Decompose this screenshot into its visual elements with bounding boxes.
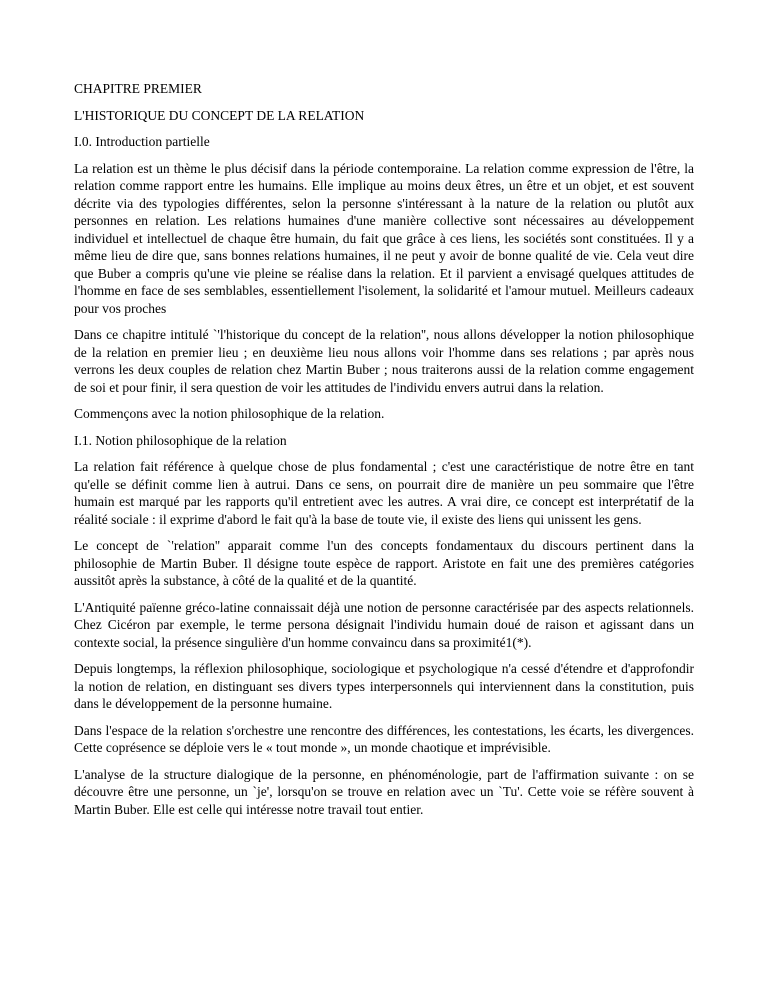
- section-heading-introduction: I.0. Introduction partielle: [74, 134, 210, 149]
- intro-paragraph: Dans ce chapitre intitulé `'l'historique du concept de la relation'', nous allons développer la notion philosophique de la relation en premier lieu ; en deuxième lieu nous allons voir l'homme dans ses relations ; par après nous verrons les deux couples de relation chez Martin Buber ; nous traiterons aussi de la relation comme engagement de soi et pour finir, il sera question de voir les attitudes de l'individu envers autrui dans la relation.: [74, 327, 694, 395]
- body-paragraph: L'analyse de la structure dialogique de la personne, en phénoménologie, part de l'affirmation suivante : on se découvre être une personne, un `je', lorsqu'on se trouve en relation avec un `Tu'. Cette voie se réfère souvent à Martin Buber. Elle est celle qui intéresse notre travail tout entier.: [74, 766, 694, 817]
- body-paragraph: Depuis longtemps, la réflexion philosophique, sociologique et psychologique n'a cessé d'étendre et d'approfondir la notion de relation, en distinguant ses divers types interpersonnels qui interviennent dans la constitution, puis dans le développement de la personne humaine.: [74, 661, 694, 711]
- body-paragraph: La relation fait référence à quelque chose de plus fondamental ; c'est une caractéristique de notre être en tant qu'elle se définit comme lien à autrui. Dans ce sens, on pourrait dire de manière un peu sommaire que l'être humain est marqué par les rapports qu'il entretient avec les autres. A vrai dire, ce concept est interprétatif de la réalité sociale : il exprime d'abord le fait qu'à la base de toute vie, il existe des liens qui unissent les gens.: [74, 459, 694, 527]
- document-page: [74, 80, 694, 827]
- section-heading-notion: I.1. Notion philosophique de la relation: [74, 432, 287, 448]
- intro-paragraph: Commençons avec la notion philosophique de la relation.: [74, 406, 385, 421]
- body-paragraph: Dans l'espace de la relation s'orchestre une rencontre des différences, les contestations, les écarts, les divergences. Cette coprésence se déploie vers le « tout monde », un monde chaotique et imprévisible.: [74, 722, 694, 755]
- body-paragraph: Le concept de `'relation'' apparait comme l'un des concepts fondamentaux du discours pertinent dans la philosophie de Martin Buber. Il désigne toute espèce de rapport. Aristote en fait une des premières catégories aussitôt après la substance, à côté de la qualité et de la quantité.: [74, 538, 694, 588]
- chapter-title: L'HISTORIQUE DU CONCEPT DE LA RELATION: [74, 107, 365, 123]
- intro-paragraph: La relation est un thème le plus décisif dans la période contemporaine. La relation comme expression de l'être, la relation comme rapport entre les humains. Elle implique au moins deux êtres, un être et un objet, et est souvent décrite via des typologies différentes, selon la personne s'intéressant à la nature de la relation ou plutôt aux personnes en relation. Les relations humaines d'une manière collective sont nécessaires au développement individuel et intellectuel de chaque être humain, du fait que grâce à ces liens, les sociétés sont constituées. Il y a même lieu de dire que, sans bonnes relations humaines, il ne peut y avoir de bonne qualité de vie. Cela veut dire que Buber a compris qu'une vie pleine se réalise dans la relation. Et il parvient a envisagé quelques attitudes de l'homme en face de ses semblables, essentiellement l'isolement, la solidarité et l'amour mutuel. Meilleurs cadeaux pour vos proches: [74, 160, 694, 316]
- body-paragraph: L'Antiquité païenne gréco-latine connaissait déjà une notion de personne caractérisée par des aspects relationnels. Chez Cicéron par exemple, le terme persona désignait l'individu humain doué de raison et agissant dans un contexte social, la présence singulière d'un homme convaincu dans sa proximité1(*).: [74, 599, 694, 650]
- chapter-label: CHAPITRE PREMIER: [74, 81, 202, 96]
